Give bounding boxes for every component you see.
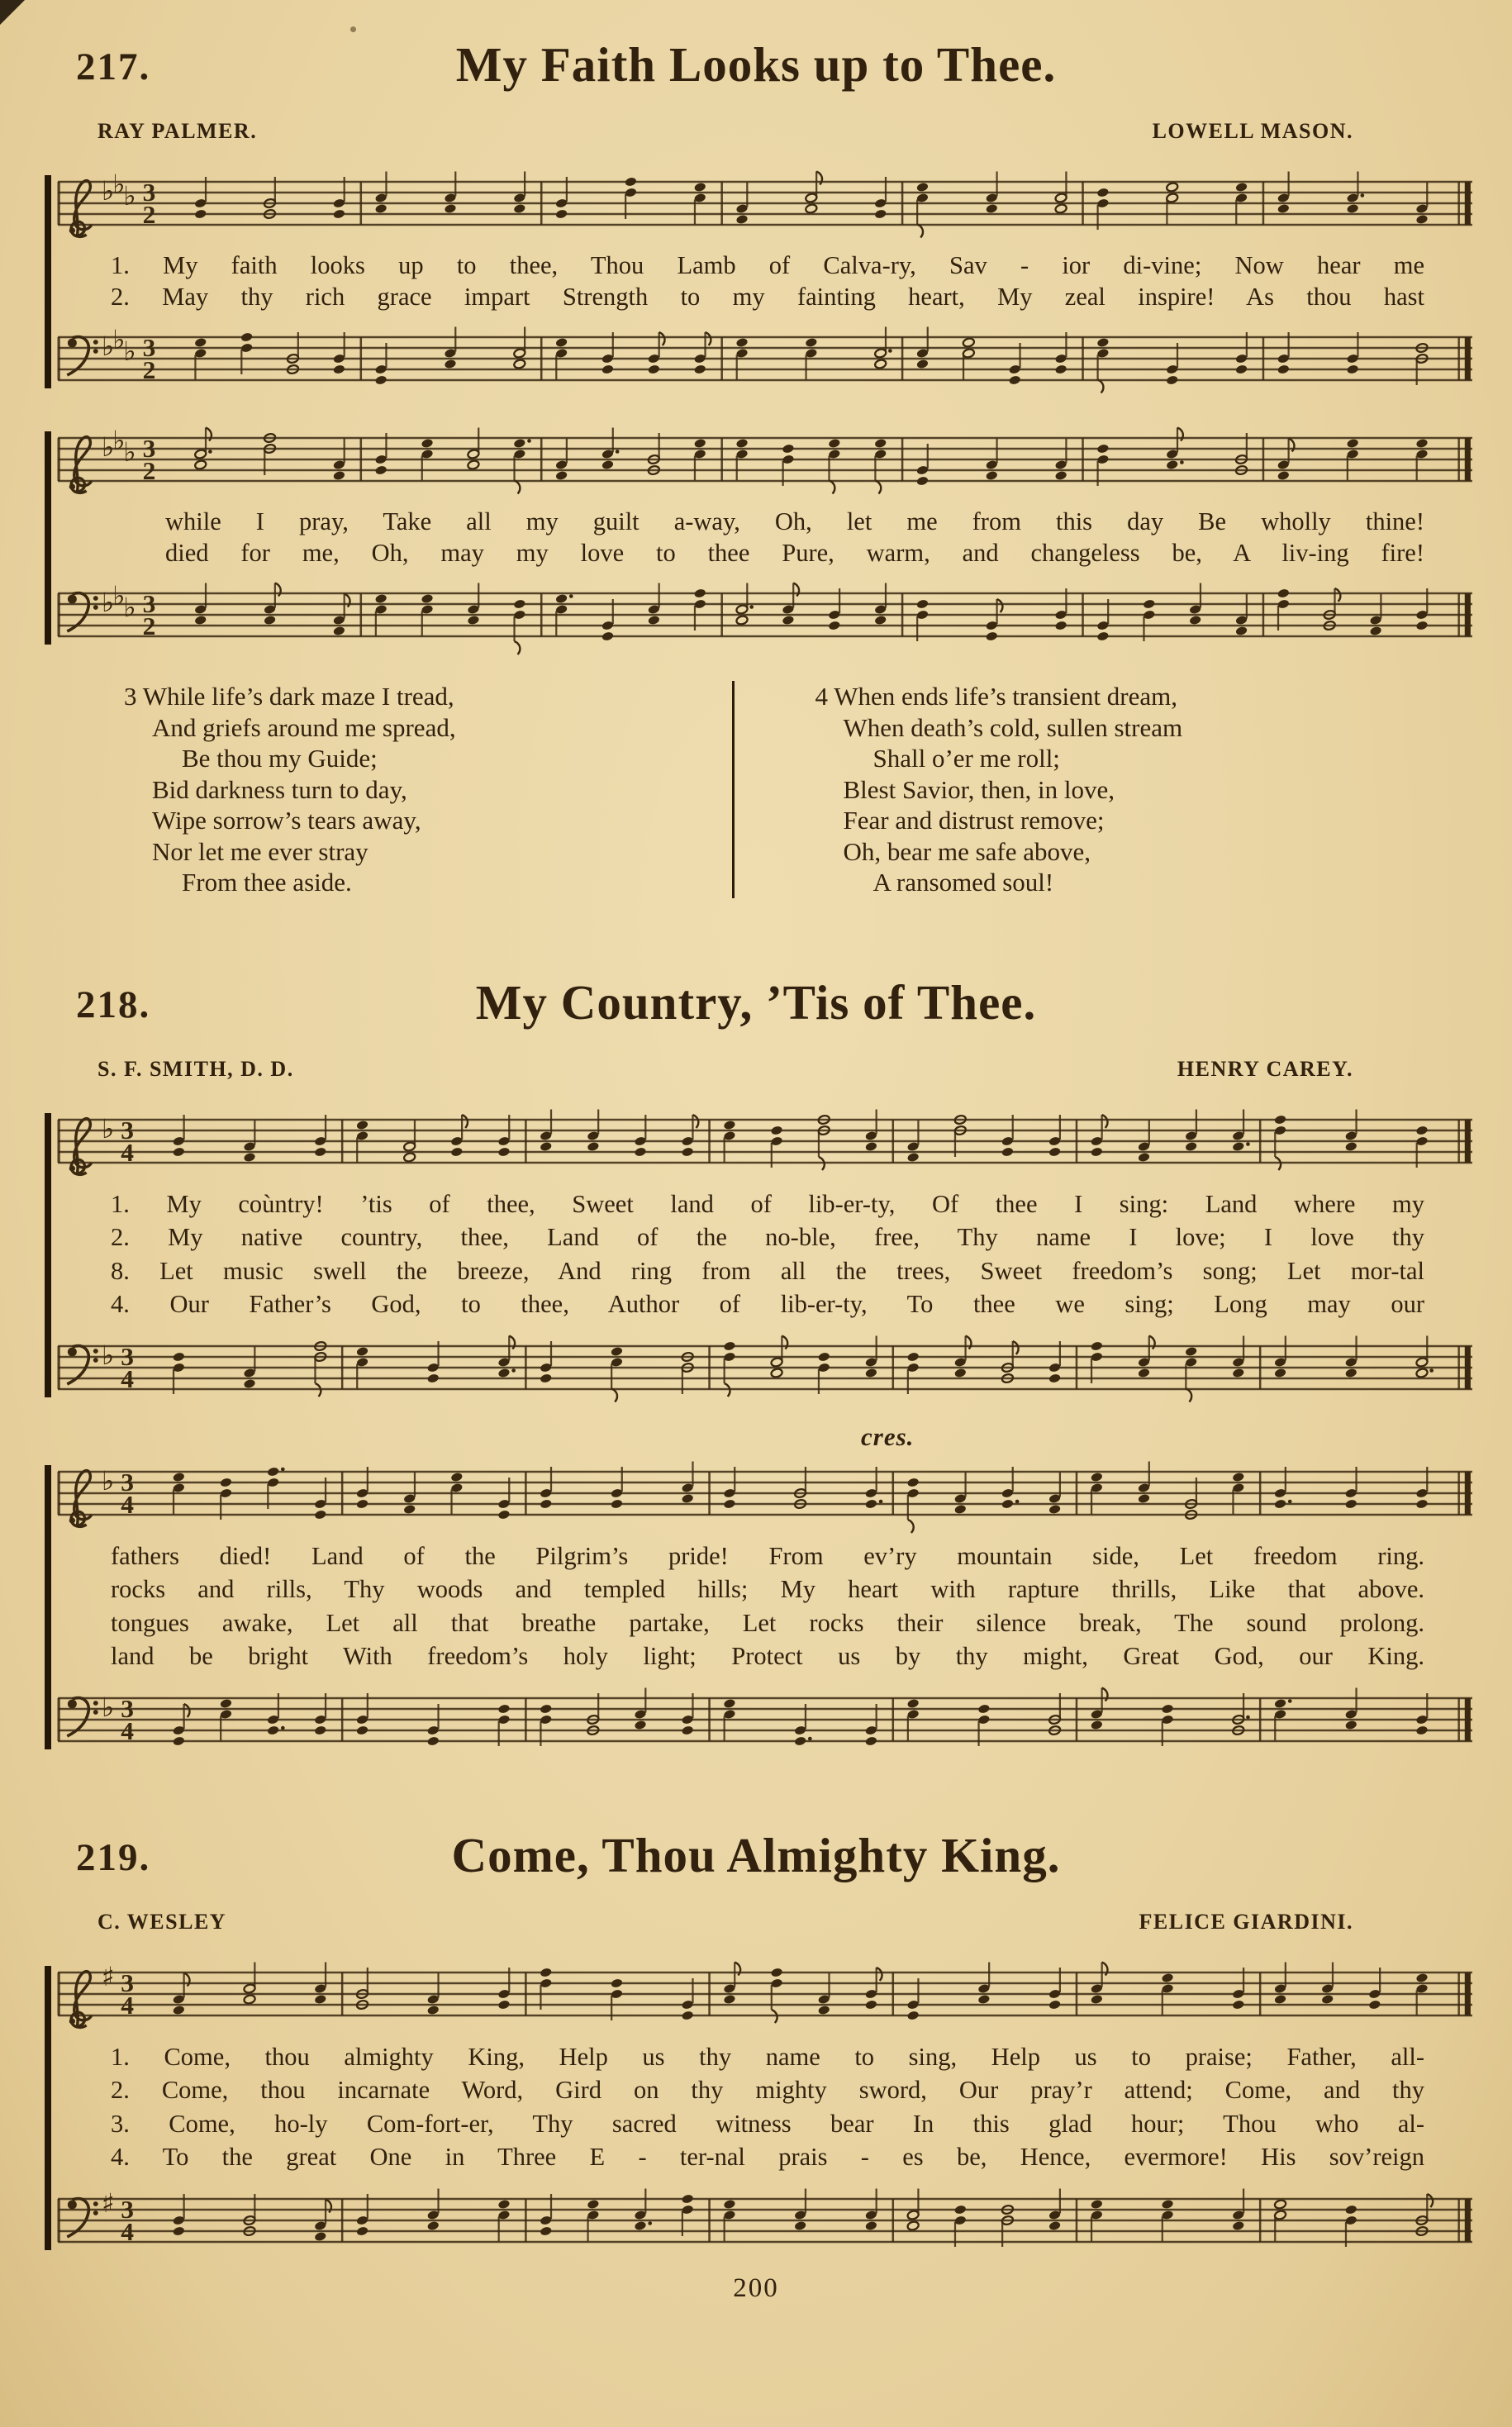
verse-line: From thee aside. [182, 868, 352, 897]
svg-text:3: 3 [142, 333, 156, 362]
verse-line: A ransomed soul! [872, 868, 1054, 897]
lyric-line: died for me, Oh, may my love to thee Pure, warm, and changeless be, A liv-ing fire! [165, 539, 1424, 567]
verse-line: Oh, bear me safe above, [843, 836, 1091, 866]
music-system [45, 1100, 1477, 1409]
lyric-line: 4. To the great One in Three E - ter-nal prais - es be, Hence, evermore! His sov’reign [111, 2143, 1424, 2171]
hymn-title: My Faith Looks up to Thee. [455, 37, 1057, 92]
author-credit: RAY PALMER. [97, 119, 258, 143]
svg-text:♭: ♭ [112, 324, 126, 355]
svg-text:2: 2 [142, 456, 156, 485]
svg-text:4: 4 [121, 1990, 134, 2020]
verse-3 [124, 681, 697, 898]
svg-text:♭: ♭ [101, 1339, 115, 1371]
svg-text:♯: ♯ [101, 1960, 115, 1992]
lyric-line: 8. Let music swell the breeze, And ring from all the trees, Sweet freedom’s song; Let mor-tal [111, 1256, 1424, 1285]
hymn-number: 218. [76, 983, 151, 1026]
lyric-block [111, 250, 1424, 312]
music-staff-treble [51, 418, 1477, 501]
verse-line: When death’s cold, sullen stream [843, 712, 1183, 742]
lyric-line: 2. My native country, thee, Land of the no-ble, free, Thy name I love; I love thy [111, 1223, 1424, 1251]
svg-text:2: 2 [142, 355, 156, 384]
verse-line: And griefs around me spread, [152, 712, 456, 742]
svg-text:4: 4 [121, 1716, 134, 1745]
hymn-number: 217. [76, 45, 151, 88]
music-staff-treble [51, 1953, 1477, 2035]
hymn-218 [0, 974, 1512, 1761]
lyric-line: 2. May thy rich grace impart Strength to my fainting heart, My zeal inspire! As thou hast [111, 283, 1424, 311]
lyric-line: 3. Come, ho-ly Com-fort-er, Thy sacred witness bear In this glad hour; Thou who al- [111, 2109, 1424, 2138]
svg-text:3: 3 [121, 1968, 134, 1997]
hymn-219-header [0, 1827, 1512, 1896]
verse-line: Blest Savior, then, in love, [843, 774, 1115, 804]
svg-text:♭: ♭ [101, 587, 115, 618]
svg-text:♭: ♭ [123, 180, 136, 212]
verse-line: 3 While life’s dark maze I tread, [124, 682, 454, 711]
music-staff-treble [51, 1452, 1477, 1535]
svg-text:♭: ♭ [123, 436, 136, 468]
crescendo-marking: cres. [861, 1421, 915, 1451]
svg-text:4: 4 [121, 1363, 134, 1393]
svg-text:♭: ♭ [101, 1464, 115, 1497]
svg-text:3: 3 [121, 1693, 134, 1723]
verse-line: 4 When ends life’s transient dream, [815, 682, 1177, 711]
lyric-line: rocks and rills, Thy woods and templed hills; My heart with rapture thrills, Like that above. [111, 1575, 1424, 1603]
svg-text:3: 3 [121, 1467, 134, 1497]
hymn-number: 219. [76, 1835, 151, 1879]
composer-credit: LOWELL MASON. [1152, 119, 1353, 143]
hymn-217 [0, 0, 1512, 898]
music-staff-bass [51, 317, 1477, 400]
svg-text:♭: ♭ [112, 169, 126, 200]
music-staff-bass [51, 1678, 1477, 1761]
verse-line: Be thou my Guide; [182, 744, 378, 773]
svg-text:2: 2 [142, 612, 156, 640]
author-credit: C. WESLEY [97, 1909, 227, 1934]
lyric-line: 1. Come, thou almighty King, Help us thy name to sing, Help us to praise; Father, all- [111, 2042, 1424, 2071]
lyric-block [111, 2040, 1424, 2174]
music-staff-bass [51, 573, 1477, 656]
svg-text:♭: ♭ [112, 425, 126, 456]
byline-row [97, 119, 1353, 144]
lyric-block [111, 1539, 1424, 1673]
hymn-title: My Country, ’Tis of Thee. [475, 974, 1037, 1030]
hymn-218-header [0, 974, 1512, 1044]
svg-text:3: 3 [121, 1341, 134, 1371]
music-staff-treble [51, 1100, 1477, 1183]
svg-text:3: 3 [121, 1115, 134, 1144]
svg-text:♭: ♭ [112, 580, 126, 612]
lyric-line: 1. My faith looks up to thee, Thou Lamb of Calva-ry, Sav - ior di-vine; Now hear me [111, 251, 1424, 279]
verse-line: Bid darkness turn to day, [152, 774, 407, 804]
lyric-line: fathers died! Land of the Pilgrim’s pride! From ev’ry mountain side, Let freedom ring. [111, 1541, 1424, 1570]
svg-text:3: 3 [121, 2194, 134, 2224]
svg-text:♭: ♭ [123, 592, 136, 623]
svg-text:4: 4 [121, 1137, 134, 1167]
lyric-line: 4. Our Father’s God, to thee, Author of lib-er-ty, To thee we sing; Long may our [111, 1290, 1424, 1318]
hymn-title: Come, Thou Almighty King. [451, 1827, 1061, 1882]
svg-text:3: 3 [142, 589, 156, 618]
music-system [45, 1953, 1477, 2262]
svg-text:♭: ♭ [101, 331, 115, 362]
lyric-line: while I pray, Take all my guilt a-way, Oh, let me from this day Be wholly thine! [165, 507, 1424, 535]
composer-credit: HENRY CAREY. [1177, 1056, 1353, 1081]
music-system [45, 1421, 1477, 1761]
music-system [45, 162, 1477, 400]
lyric-line: 2. Come, thou incarnate Word, Gird on thy mighty sword, Our pray’r attend; Come, and thy [111, 2076, 1424, 2104]
svg-text:♭: ♭ [101, 1691, 115, 1723]
music-staff-bass [51, 2179, 1477, 2262]
page-number: 200 [733, 2272, 779, 2303]
hymn-217-header [0, 36, 1512, 106]
verse-line: Shall o’er me roll; [872, 744, 1060, 773]
svg-text:♭: ♭ [123, 335, 136, 367]
lyric-line: 1. My coùntry! ’tis of thee, Sweet land of lib-er-ty, Of thee I sing: Land where my [111, 1189, 1424, 1218]
music-staff-treble [51, 162, 1477, 245]
lyric-block [111, 506, 1424, 569]
verse-4 [732, 681, 1389, 898]
svg-text:2: 2 [142, 200, 156, 229]
hymn-219 [0, 1827, 1512, 2262]
svg-text:4: 4 [121, 1489, 134, 1519]
lyric-line: land be bright With freedom’s holy light; Protect us by thy might, Great God, our King. [111, 1642, 1424, 1670]
svg-text:4: 4 [121, 2216, 134, 2246]
byline-row [97, 1910, 1353, 1934]
svg-text:3: 3 [142, 178, 156, 207]
svg-text:3: 3 [142, 434, 156, 463]
svg-text:♭: ♭ [101, 1112, 115, 1144]
lyric-block [111, 1187, 1424, 1321]
svg-text:♭: ♭ [101, 431, 115, 463]
music-system [45, 418, 1477, 656]
composer-credit: FELICE GIARDINI. [1139, 1909, 1353, 1934]
author-credit: S. F. SMITH, D. D. [97, 1056, 294, 1081]
verse-line: Nor let me ever stray [152, 836, 368, 866]
svg-text:♯: ♯ [101, 2187, 115, 2219]
svg-text:♭: ♭ [101, 175, 115, 207]
printed-verses [124, 681, 1388, 898]
byline-row [97, 1057, 1353, 1082]
verse-line: Fear and distrust remove; [843, 806, 1105, 835]
verse-line: Wipe sorrow’s tears away, [152, 806, 421, 835]
music-staff-bass [51, 1326, 1477, 1409]
lyric-line: tongues awake, Let all that breathe partake, Let rocks their silence break, The sound prolong. [111, 1608, 1424, 1637]
